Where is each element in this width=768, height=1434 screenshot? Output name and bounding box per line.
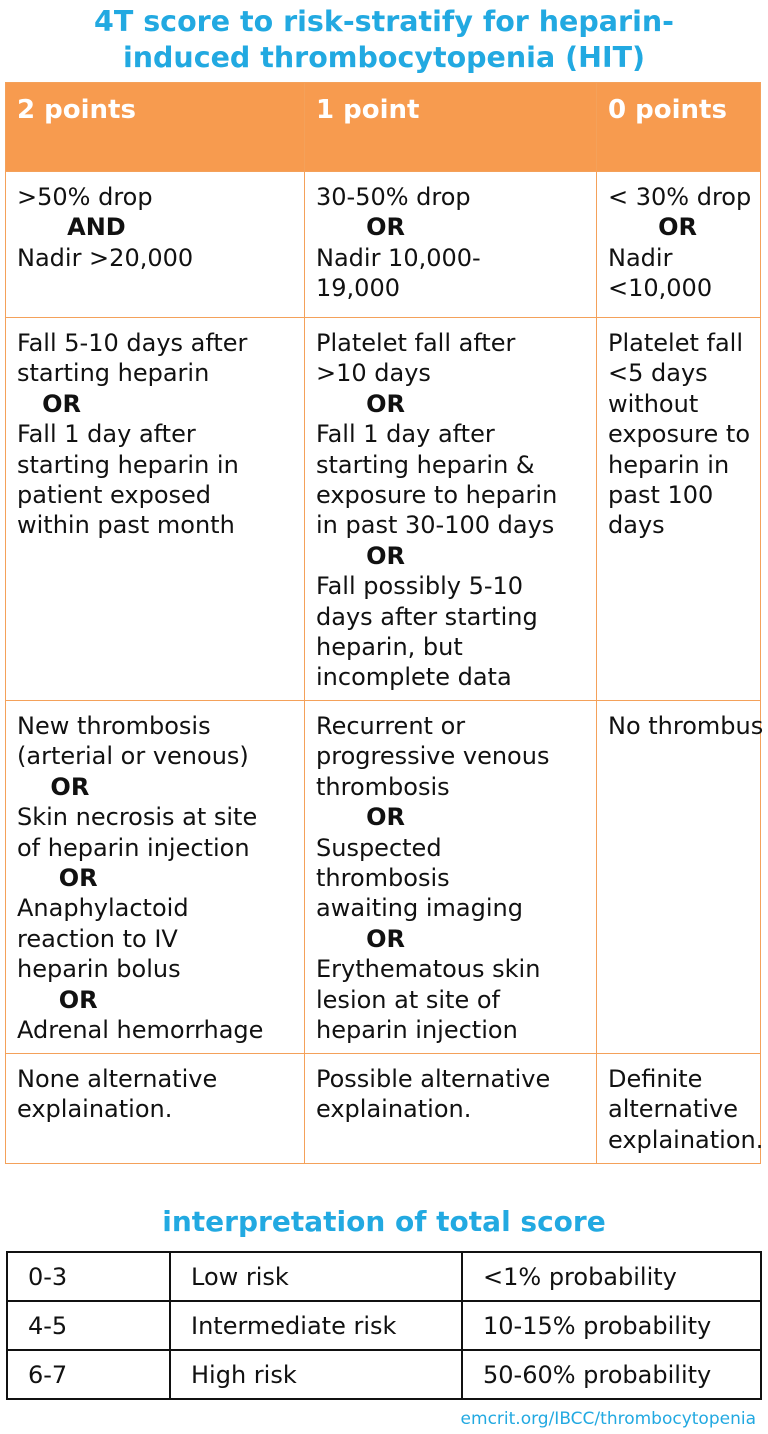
header-0-points: 0 points <box>597 83 761 172</box>
criteria-text: without <box>608 389 699 418</box>
criteria-text: Fall 1 day after <box>316 420 495 449</box>
conjunction-label: OR <box>316 213 406 242</box>
criteria-text: explaination. <box>608 1125 764 1154</box>
title-line-1: 4T score to risk-stratify for heparin- <box>94 5 674 38</box>
interpretation-table <box>6 1251 762 1400</box>
table-row <box>7 1350 761 1399</box>
criteria-text: Anaphylactoid <box>17 894 189 923</box>
criteria-text: heparin injection <box>316 1016 518 1045</box>
criteria-text: progressive venous <box>316 742 550 771</box>
conjunction-label: OR <box>316 803 406 832</box>
cell-thrombosis-0 <box>597 701 764 1054</box>
risk-level: Intermediate risk <box>170 1301 462 1350</box>
criteria-text: Suspected <box>316 833 442 862</box>
conjunction-label: AND <box>17 213 126 242</box>
criteria-text: Skin necrosis at site <box>17 803 258 832</box>
title-line-2: induced thrombocytopenia (HIT) <box>122 41 646 74</box>
criteria-text: Fall 5-10 days after <box>17 329 248 357</box>
criteria-text: starting heparin in <box>17 450 239 479</box>
cell-thrombocytopenia-0 <box>597 172 761 318</box>
score-range: 0-3 <box>7 1252 170 1301</box>
criteria-text: (arterial or venous) <box>17 742 249 771</box>
criteria-text: Platelet fall <box>608 329 743 357</box>
score-table <box>5 82 764 1164</box>
cell-thrombosis-2 <box>6 701 305 1054</box>
criteria-text: Recurrent or <box>316 712 466 740</box>
criteria-text: within past month <box>17 511 235 540</box>
risk-level: High risk <box>170 1350 462 1399</box>
criteria-text: Platelet fall after <box>316 329 516 357</box>
score-table-header-row <box>6 83 761 172</box>
criteria-text: None alternative <box>17 1065 218 1093</box>
criteria-text: alternative <box>608 1095 738 1124</box>
table-row <box>7 1252 761 1301</box>
risk-level: Low risk <box>170 1252 462 1301</box>
cell-timing-2 <box>6 318 305 701</box>
probability: 10-15% probability <box>462 1301 761 1350</box>
criteria-text: Erythematous skin <box>316 955 541 984</box>
criteria-text: thrombosis <box>316 772 450 801</box>
cell-other-causes-2 <box>6 1054 305 1164</box>
cell-thrombocytopenia-1 <box>305 172 597 318</box>
conjunction-label: OR <box>316 389 406 418</box>
criteria-text: >10 days <box>316 359 431 388</box>
criteria-text: Fall 1 day after <box>17 420 196 449</box>
criteria-text: heparin, but <box>316 633 463 662</box>
conjunction-label: OR <box>17 985 98 1014</box>
score-range: 4-5 <box>7 1301 170 1350</box>
criteria-text: New thrombosis <box>17 712 211 740</box>
criteria-text: incomplete data <box>316 663 512 692</box>
probability: 50-60% probability <box>462 1350 761 1399</box>
criteria-text: Definite <box>608 1065 703 1093</box>
criteria-text: heparin in <box>608 450 730 479</box>
criteria-text: explaination. <box>17 1095 173 1124</box>
criteria-text: Fall possibly 5-10 <box>316 572 524 601</box>
cell-thrombosis-1 <box>305 701 597 1054</box>
criteria-text: awaiting imaging <box>316 894 523 923</box>
criteria-text: No thrombus <box>608 712 764 740</box>
header-2-points: 2 points <box>6 83 305 172</box>
cell-timing-1 <box>305 318 597 701</box>
criteria-text: Nadir 10,000- <box>316 243 481 272</box>
header-1-point: 1 point <box>305 83 597 172</box>
criteria-text: exposure to <box>608 420 751 449</box>
source-link[interactable]: emcrit.org/IBCC/thrombocytopenia <box>460 1409 756 1429</box>
criteria-text: starting heparin <box>17 359 210 388</box>
criteria-text: days after starting <box>316 602 538 631</box>
criteria-text: thrombosis <box>316 864 450 893</box>
criteria-text: heparin bolus <box>17 955 181 984</box>
criteria-text: < 30% drop <box>608 183 752 211</box>
table-row <box>6 172 761 318</box>
criteria-text: explaination. <box>316 1095 472 1124</box>
criteria-text: Nadir >20,000 <box>17 243 194 272</box>
criteria-text: patient exposed <box>17 481 212 510</box>
criteria-text: Adrenal hemorrhage <box>17 1016 264 1045</box>
criteria-text: reaction to IV <box>17 924 178 953</box>
conjunction-label: OR <box>608 213 698 242</box>
criteria-text: >50% drop <box>17 183 153 211</box>
criteria-text: of heparin injection <box>17 833 250 862</box>
score-range: 6-7 <box>7 1350 170 1399</box>
table-row <box>6 318 761 701</box>
criteria-text: in past 30-100 days <box>316 511 555 540</box>
criteria-text: days <box>608 511 665 540</box>
conjunction-label: OR <box>17 864 98 893</box>
criteria-text: <10,000 <box>608 274 713 303</box>
conjunction-label: OR <box>316 924 406 953</box>
table-row <box>6 1054 761 1164</box>
table-row <box>6 701 761 1054</box>
table-row <box>7 1301 761 1350</box>
criteria-text: <5 days <box>608 359 708 388</box>
cell-timing-0 <box>597 318 761 701</box>
criteria-text: Possible alternative <box>316 1065 551 1093</box>
criteria-text: lesion at site of <box>316 985 500 1014</box>
criteria-text: exposure to heparin <box>316 481 558 510</box>
criteria-text: starting heparin & <box>316 450 535 479</box>
page-title <box>0 4 768 76</box>
criteria-text: Nadir <box>608 243 673 272</box>
cell-other-causes-0 <box>597 1054 764 1164</box>
criteria-text: 30-50% drop <box>316 183 471 211</box>
interpretation-title: interpretation of total score <box>162 1205 606 1238</box>
conjunction-label: OR <box>316 541 406 570</box>
probability: <1% probability <box>462 1252 761 1301</box>
conjunction-label: OR <box>17 389 81 418</box>
criteria-text: 19,000 <box>316 274 400 303</box>
cell-other-causes-1 <box>305 1054 597 1164</box>
conjunction-label: OR <box>17 772 90 801</box>
cell-thrombocytopenia-2 <box>6 172 305 318</box>
criteria-text: past 100 <box>608 481 714 510</box>
